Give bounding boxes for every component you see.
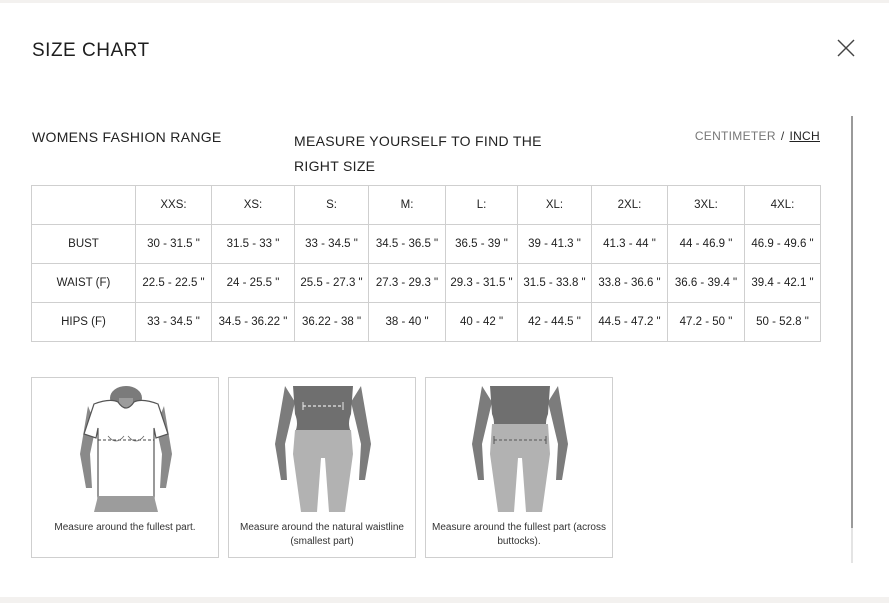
- table-cell: 34.5 - 36.5 ": [369, 225, 446, 264]
- close-icon: [834, 36, 858, 60]
- guide-card-hips: [425, 377, 613, 558]
- size-header: 4XL:: [745, 186, 821, 225]
- size-header: XXS:: [136, 186, 212, 225]
- table-cell: 36.6 - 39.4 ": [668, 264, 745, 303]
- table-cell: 31.5 - 33.8 ": [518, 264, 592, 303]
- close-button[interactable]: [834, 36, 858, 60]
- row-label: HIPS (F): [32, 303, 136, 342]
- table-cell: 29.3 - 31.5 ": [446, 264, 518, 303]
- table-cell: 40 - 42 ": [446, 303, 518, 342]
- table-cell: 25.5 - 27.3 ": [295, 264, 369, 303]
- table-cell: 36.22 - 38 ": [295, 303, 369, 342]
- unit-inch-link[interactable]: INCH: [789, 129, 820, 143]
- table-cell: 44 - 46.9 ": [668, 225, 745, 264]
- size-header: XS:: [212, 186, 295, 225]
- table-cell: 34.5 - 36.22 ": [212, 303, 295, 342]
- size-header-row: [32, 186, 821, 225]
- waist-measure-icon: [229, 384, 417, 514]
- table-cell: 39 - 41.3 ": [518, 225, 592, 264]
- table-cell: 50 - 52.8 ": [745, 303, 821, 342]
- bust-measure-icon: [32, 384, 220, 514]
- modal-title: SIZE CHART: [32, 40, 150, 61]
- unit-centimeter-link[interactable]: CENTIMETER: [694, 129, 776, 143]
- unit-separator: /: [780, 129, 785, 143]
- hips-measure-icon: [426, 384, 614, 514]
- size-header: S:: [295, 186, 369, 225]
- table-cell: 39.4 - 42.1 ": [745, 264, 821, 303]
- table-cell: 41.3 - 44 ": [592, 225, 668, 264]
- table-cell: 33.8 - 36.6 ": [592, 264, 668, 303]
- guide-caption: Measure around the fullest part (across buttocks).: [432, 522, 606, 547]
- guide-caption: Measure around the fullest part.: [54, 522, 196, 533]
- table-cell: 31.5 - 33 ": [212, 225, 295, 264]
- guide-card-bust: [31, 377, 219, 558]
- row-label: WAIST (F): [32, 264, 136, 303]
- guide-caption: Measure around the natural waistline (smallest part): [240, 522, 404, 547]
- table-cell: 38 - 40 ": [369, 303, 446, 342]
- table-cell: 30 - 31.5 ": [136, 225, 212, 264]
- table-cell: 33 - 34.5 ": [136, 303, 212, 342]
- table-cell: 42 - 44.5 ": [518, 303, 592, 342]
- row-label: BUST: [32, 225, 136, 264]
- size-table: [31, 185, 821, 342]
- table-cell: 46.9 - 49.6 ": [745, 225, 821, 264]
- size-header: L:: [446, 186, 518, 225]
- scrollbar-track[interactable]: [851, 528, 853, 563]
- size-header: 3XL:: [668, 186, 745, 225]
- table-cell: 33 - 34.5 ": [295, 225, 369, 264]
- unit-switcher: [695, 129, 820, 143]
- table-row-hips: [32, 303, 821, 342]
- range-title: WOMENS FASHION RANGE: [32, 129, 222, 145]
- table-cell: 22.5 - 22.5 ": [136, 264, 212, 303]
- measure-title: MEASURE YOURSELF TO FIND THE RIGHT SIZE: [294, 133, 542, 174]
- guide-card-waist: [228, 377, 416, 558]
- table-cell: 27.3 - 29.3 ": [369, 264, 446, 303]
- size-chart-modal: [0, 3, 889, 597]
- size-header: 2XL:: [592, 186, 668, 225]
- scrollbar-thumb[interactable]: [851, 116, 853, 528]
- table-cell: 24 - 25.5 ": [212, 264, 295, 303]
- table-cell: 36.5 - 39 ": [446, 225, 518, 264]
- size-header: XL:: [518, 186, 592, 225]
- table-row-waist: [32, 264, 821, 303]
- corner-cell: [32, 186, 136, 225]
- table-row-bust: [32, 225, 821, 264]
- size-header: M:: [369, 186, 446, 225]
- table-cell: 44.5 - 47.2 ": [592, 303, 668, 342]
- table-cell: 47.2 - 50 ": [668, 303, 745, 342]
